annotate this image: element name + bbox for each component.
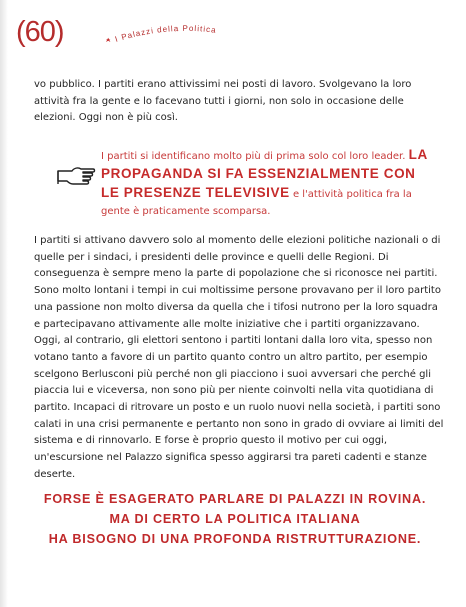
closing-line-1: FORSE È ESAGERATO PARLARE DI PALAZZI IN ROVINA. [43,492,427,506]
pull-quote-lead: I partiti si identificano molto più di prima solo col loro leader. [101,151,406,162]
star-icon [106,38,110,42]
closing-line-2: MA DI CERTO LA POLITICA ITALIANA [109,512,361,526]
body-paragraph-2: I partiti si attivano davvero solo al momento delle elezioni politiche nazionali o di quelle per i sindaci, i presidenti delle province e quelli delle Regioni. Di conseguenza è sempre meno la parte di popolazione che si riconosce nei partiti. Sono molto lontani i tempi in cui moltissime persone provavano per il loro partito una passione non molto diversa da quella che i tifosi nutrono per la loro squadra e partecipavano attivamente alle molte iniziative che i partiti organizzavano. Oggi, al contrario, gli elettori sentono i partiti lontani dalla loro vita, spesso non votano tanto a favore di un partito quanto contro un altro partito, per esempio scelgono Berlusconi più perché non gli piacciono i suoi avversari che perché gli piaccia lui e viceversa, non sono più per niente coinvolti nella vita quotidiana di partito. Incapaci di ritrovare un posto e un ruolo nuovi nella società, i partiti sono calati in una crisi permanente e pertanto non sono in grado di ovviare ai limiti del sistema e di rinnovarlo. E forse è proprio questo il motivo per cui oggi, un'escursione nel Palazzo significa spesso aggirarsi tra pareti cadenti e stanze deserte. [34,235,444,480]
page-gutter-shadow [0,0,8,607]
running-header-title: I Palazzi della Politica [113,23,218,44]
pointing-hand-icon [56,165,96,187]
running-header [98,12,298,52]
closing-line-3: HA BISOGNO DI UNA PROFONDA RISTRUTTURAZIONE. [48,532,422,546]
pull-quote-emphasis: LA PROPAGANDA SI FA ESSENZIALMENTE CON LE PRESENZE TELEVISIVE [101,147,428,200]
closing-statement [40,489,430,549]
page-number: (60) [16,16,64,48]
pull-quote [101,146,436,220]
body-paragraph-1: vo pubblico. I partiti erano attivissimi nei posti di lavoro. Svolgevano la loro attività fra la gente e lo facevano tutti i giorni, non solo in occasione delle elezioni. Oggi non è più così. [34,79,412,124]
pull-quote-tail: e l'attività politica fra la gente è praticamente scomparsa. [101,189,412,217]
